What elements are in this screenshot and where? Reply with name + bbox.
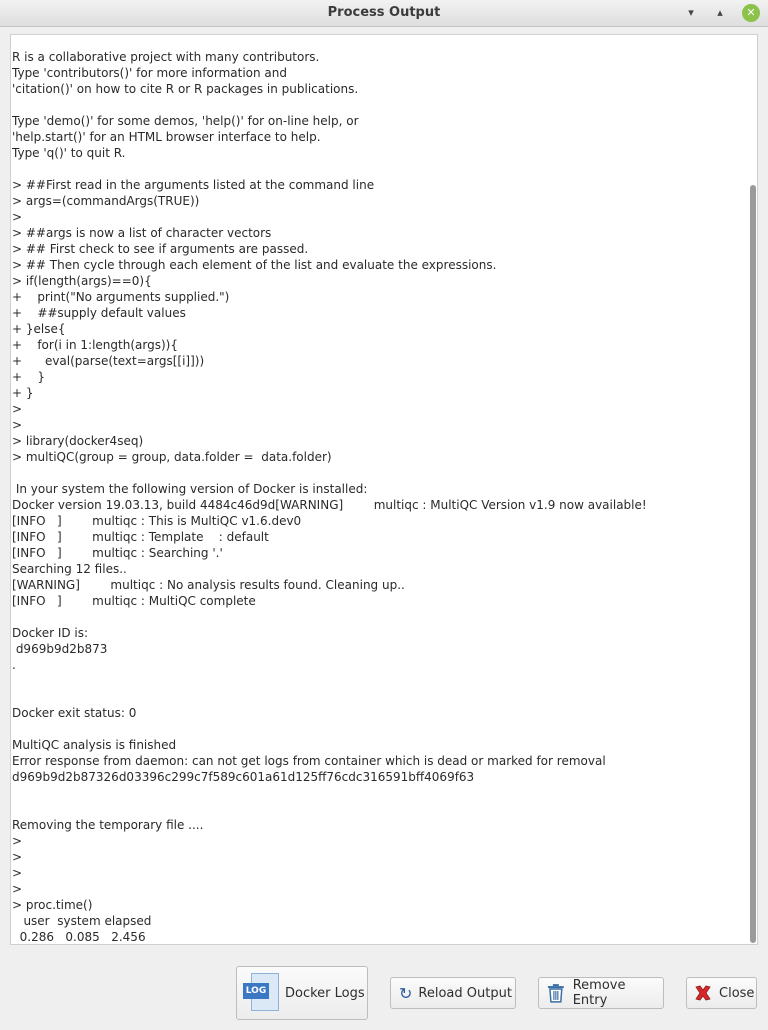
reload-icon: ↻ <box>399 983 413 1003</box>
trash-icon <box>545 982 567 1004</box>
reload-output-button[interactable] <box>390 977 516 1009</box>
console-line: + }else{ <box>12 322 66 336</box>
console-line: + print("No arguments supplied.") <box>12 290 230 304</box>
console-line <box>12 97 746 113</box>
docker-logs-button[interactable] <box>236 966 368 1020</box>
console-line: Removing the temporary file .... <box>12 818 204 832</box>
docker-logs-label: Docker Logs <box>285 985 365 1001</box>
console-line: R is a collaborative project with many contributors. <box>12 50 320 64</box>
console-line <box>12 161 746 177</box>
console-line: [INFO ] multiqc : Searching '.' <box>12 546 223 560</box>
console-line: Error response from daemon: can not get logs from container which is dead or marked for removal <box>12 754 606 768</box>
remove-entry-button[interactable] <box>538 977 664 1009</box>
console-line: > <box>12 210 23 224</box>
console-line: + eval(parse(text=args[[i]])) <box>12 354 205 368</box>
console-line <box>12 721 746 737</box>
reload-output-label: Reload Output <box>418 985 512 1001</box>
console-line: Type 'demo()' for some demos, 'help()' for on-line help, or <box>12 114 359 128</box>
console-line: > ##First read in the arguments listed at the command line <box>12 178 375 192</box>
console-line: MultiQC analysis is finished <box>12 738 177 752</box>
console-line: > <box>12 882 23 896</box>
console-line: d969b9d2b87326d03396c299c7f589c601a61d125ff76cdc316591bff4069f63 <box>12 770 475 784</box>
console-line: [INFO ] multiqc : Template : default <box>12 530 269 544</box>
console-line: Searching 12 files.. <box>12 562 127 576</box>
close-icon <box>693 983 713 1003</box>
console-line: + ##supply default values <box>12 306 186 320</box>
process-output-panel[interactable] <box>10 34 758 945</box>
console-line: > ##args is now a list of character vectors <box>12 226 272 240</box>
console-line: > args=(commandArgs(TRUE)) <box>12 194 200 208</box>
console-line: + } <box>12 370 45 384</box>
remove-entry-label: Remove Entry <box>572 978 626 1008</box>
console-line: > ## First check to see if arguments are passed. <box>12 242 309 256</box>
close-button[interactable] <box>686 977 757 1009</box>
console-line: + } <box>12 386 34 400</box>
console-line: [INFO ] multiqc : MultiQC complete <box>12 594 256 608</box>
console-line: 'help.start()' for an HTML browser interface to help. <box>12 130 321 144</box>
log-file-icon: LOG <box>243 973 279 1013</box>
console-line: In your system the following version of Docker is installed: <box>12 482 368 496</box>
console-line <box>12 689 746 705</box>
console-line: + for(i in 1:length(args)){ <box>12 338 178 352</box>
console-line <box>12 465 746 481</box>
console-line: [WARNING] multiqc : No analysis results found. Cleaning up.. <box>12 578 405 592</box>
console-line: user system elapsed <box>12 914 152 928</box>
console-line: > <box>12 850 23 864</box>
console-line: Type 'contributors()' for more information and <box>12 66 287 80</box>
vertical-scrollbar[interactable] <box>750 185 756 943</box>
console-line: > <box>12 866 23 880</box>
console-line: > if(length(args)==0){ <box>12 274 152 288</box>
console-line <box>12 801 746 817</box>
console-line: > <box>12 402 23 416</box>
console-line: d969b9d2b873 <box>12 642 108 656</box>
maximize-icon[interactable]: ▴ <box>717 6 723 19</box>
title-bar <box>0 0 768 27</box>
window-title: Process Output <box>327 5 441 20</box>
console-line: 'citation()' on how to cite R or R packages in publications. <box>12 82 359 96</box>
console-line <box>12 673 746 689</box>
console-line <box>12 609 746 625</box>
close-label: Close <box>719 985 755 1001</box>
console-line: > <box>12 834 23 848</box>
console-line: > <box>12 418 23 432</box>
console-line: [INFO ] multiqc : This is MultiQC v1.6.dev0 <box>12 514 302 528</box>
console-line: . <box>12 658 16 672</box>
console-line: Docker ID is: <box>12 626 89 640</box>
minimize-icon[interactable]: ▾ <box>688 6 694 19</box>
console-line: Docker exit status: 0 <box>12 706 137 720</box>
window-close-icon[interactable]: ✕ <box>742 4 760 22</box>
console-line: 0.286 0.085 2.456 <box>12 930 146 944</box>
console-line: > library(docker4seq) <box>12 434 144 448</box>
console-line: > proc.time() <box>12 898 93 912</box>
console-line: Type 'q()' to quit R. <box>12 146 126 160</box>
console-line <box>12 785 746 801</box>
console-line: > ## Then cycle through each element of the list and evaluate the expressions. <box>12 258 497 272</box>
console-output-text[interactable] <box>12 49 746 945</box>
console-line: Docker version 19.03.13, build 4484c46d9d[WARNING] multiqc : MultiQC Version v1.9 now available! <box>12 498 647 512</box>
console-line: > multiQC(group = group, data.folder = data.folder) <box>12 450 332 464</box>
